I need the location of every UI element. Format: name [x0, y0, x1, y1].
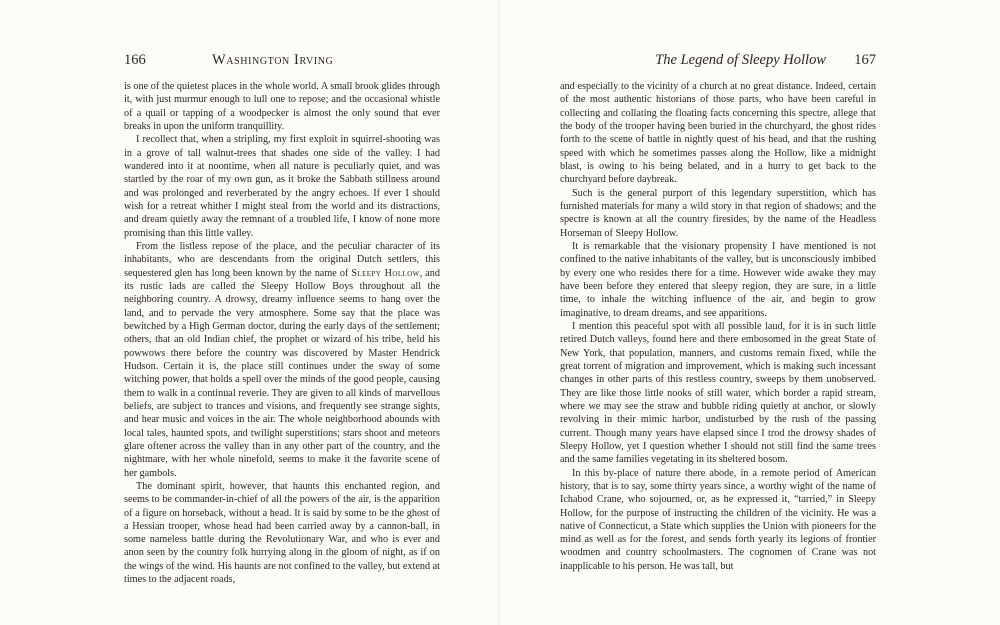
- running-head-author: Washington Irving: [212, 52, 334, 68]
- left-page-header: [124, 50, 440, 70]
- paragraph: [124, 240, 440, 480]
- page-number: 166: [124, 52, 146, 68]
- paragraph: Such is the general purport of this legendary superstition, which has furnished materials for many a wild story in that region of shadows; and the spectre is known at all the country firesides, by the name of the Headless Horseman of Sleepy Hollow.: [560, 187, 876, 239]
- paragraph: In this by-place of nature there abode, in a remote period of American history, that is to say, some thirty years since, a worthy wight of the name of Ichabod Crane, who sojourned, or, as he expressed it, “tarried,” in Sleepy Hollow, for the purpose of instructing the children of the vicinity. He was a native of Connecticut, a State which supplies the Union with pioneers for the mind as well as for the forest, and sends forth yearly its legions of frontier woodmen and country schoolmasters. The cognomen of Crane was not inapplicable to his person. He was tall, but: [560, 467, 876, 572]
- paragraph: I recollect that, when a stripling, my first exploit in squirrel-shooting was in a grove of tall walnut-trees that shades one side of the valley. I had wandered into it at noontime, when all nature is peculiarly quiet, and was startled by the roar of my own gun, as it broke the Sabbath stillness around and was prolonged and reverberated by the angry echoes. If ever I should wish for a retreat whither I might steal from the world and its distractions, and dream quietly away the remnant of a troubled life, I know of none more promising than this little valley.: [124, 134, 440, 239]
- paragraph: The dominant spirit, however, that haunts this enchanted region, and seems to be commander-in-chief of all the powers of the air, is the apparition of a figure on horseback, without a head. It is said by some to be the ghost of a Hessian trooper, whose head had been carried away by a cannon-ball, in some nameless battle during the Revolutionary War, and who is ever and anon seen by the country folk hurrying along in the gloom of night, as if on the wings of the wind. His haunts are not confined to the valley, but extend at times to the adjacent roads,: [124, 480, 440, 586]
- paragraph-text: From the listless repose of the place, and the peculiar character of its inhabitants, who are descendants from the original Dutch settlers, this sequestered glen has long been known by the name of: [124, 240, 440, 279]
- left-page-body: [124, 80, 440, 586]
- right-page-body: [560, 80, 876, 573]
- right-page-header: [560, 50, 876, 70]
- small-caps-name: Sleepy Hollow: [351, 267, 420, 279]
- paragraph: It is remarkable that the visionary propensity I have mentioned is not confined to the native inhabitants of the valley, but is unconsciously imbibed by every one who resides there for a time. However wide awake they may have been before they entered that sleepy region, they are sure, in a little time, to inhale the witching influence of the air, and begin to grow imaginative, to dream dreams, and see apparitions.: [560, 240, 876, 319]
- paragraph: I mention this peaceful spot with all possible laud, for it is in such little retired Dutch valleys, found here and there embosomed in the great State of New York, that population, manners, and customs remain fixed, while the great torrent of migration and improvement, which is making such incessant changes in other parts of this restless country, sweeps by them unobserved. They are like those little nooks of still water, which border a rapid stream, where we may see the straw and bubble riding quietly at anchor, or slowly revolving in their mimic harbor, undisturbed by the rush of the passing current. Though many years have elapsed since I trod the drowsy shades of Sleepy Hollow, yet I question whether I should not still find the same trees and the same families vegetating in its sheltered bosom.: [560, 320, 876, 466]
- page-number: 167: [854, 52, 876, 68]
- running-head-title: The Legend of Sleepy Hollow: [655, 52, 826, 68]
- paragraph: is one of the quietest places in the whole world. A small brook glides through it, with just murmur enough to lull one to repose; and the occasional whistle of a quail or tapping of a woodpecker is almost the only sound that ever breaks in upon the uniform tranquillity.: [124, 81, 440, 132]
- paragraph-text: , and its rustic lads are called the Sleepy Hollow Boys throughout all the neighboring country. A drowsy, dreamy influence seems to hang over the land, and to pervade the very atmosphere. Some say that the place was bewitched by a High German doctor, during the early days of the settlement; others, that an old Indian chief, the prophet or wizard of his tribe, held his powwows there before the country was discovered by Master Hendrick Hudson. Certain it is, the place still continues under the sway of some witching power, that holds a spell over the minds of the good people, causing them to walk in a continual reverie. They are given to all kinds of marvellous beliefs, are subject to trances and visions, and frequently see strange sights, and hear music and voices in the air. The whole neighborhood abounds with local tales, haunted spots, and twilight superstitions; stars shoot and meteors glare oftener across the valley than in any other part of the country, and the nightmare, with her whole ninefold, seems to make it the favorite scene of her gambols.: [124, 267, 440, 479]
- right-page: [500, 0, 1000, 625]
- paragraph: and especially to the vicinity of a church at no great distance. Indeed, certain of the most authentic historians of those parts, who have been careful in collecting and collating the floating facts concerning this spectre, allege that the body of the trooper having been buried in the churchyard, the ghost rides forth to the scene of battle in nightly quest of his head, and that the rushing speed with which he sometimes passes along the Hollow, like a midnight blast, is owing to his being belated, and in a hurry to get back to the churchyard before daybreak.: [560, 81, 876, 186]
